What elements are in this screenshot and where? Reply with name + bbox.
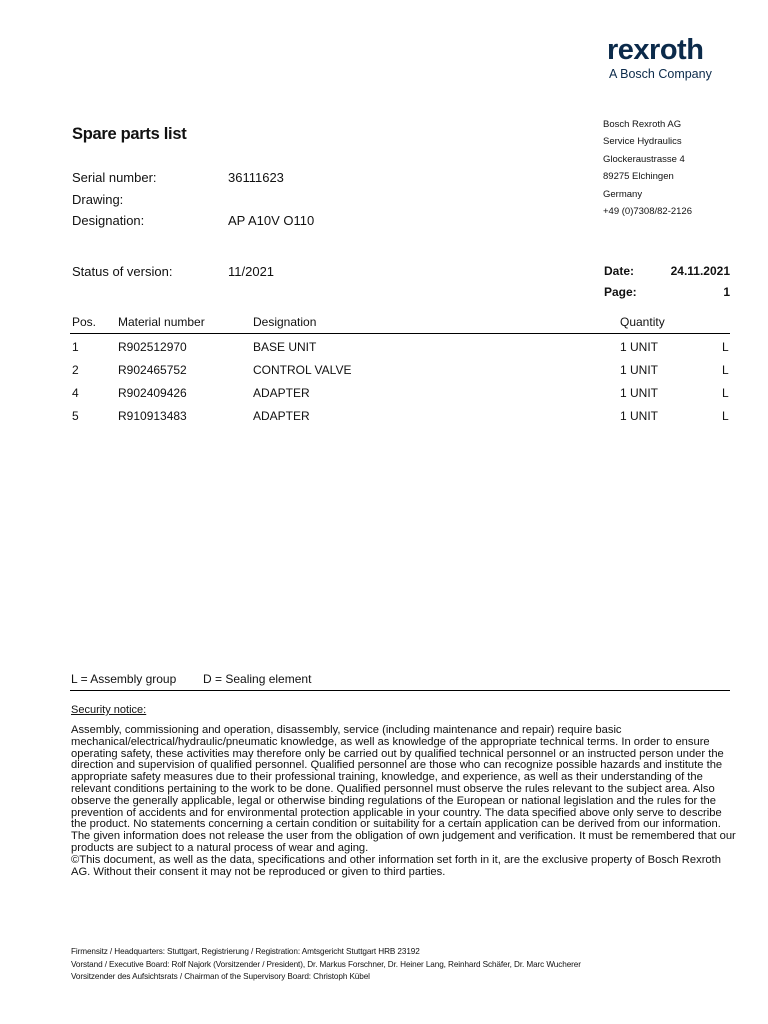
security-notice-title: Security notice: xyxy=(71,704,147,716)
designation-label: Designation: xyxy=(72,213,145,228)
footer-line: Vorstand / Executive Board: Rolf Najork (Vorsitzender / President), Dr. Markus Forschner, Dr. Heiner Lang, Reinhard Schäfer, Dr. Marc Wucherer xyxy=(71,959,581,969)
copyright-notice: ©This document, as well as the data, specifications and other information set forth in it, are the exclusive property of Bosch Rexroth AG. Without their consent it may not be reproduced or given to third parties. xyxy=(71,853,721,878)
cell-quantity: 1 UNIT xyxy=(620,340,659,354)
cell-assembly-flag: L xyxy=(722,386,729,400)
cell-material-number: R902512970 xyxy=(118,340,187,354)
status-of-version-label: Status of version: xyxy=(72,264,173,279)
security-notice-body: Assembly, commissioning and operation, disassembly, service (including maintenance and repair) require basic mechanical/electrical/hydraulic/pneumatic knowledge, as well as knowledge of the appropriate technical terms. In order to ensure operating safety, these activities may therefore only be carried out by qualified technical personnel or an instructed person under the direction and supervision of qualified personnel. Qualified personnel are those who can recognize possible hazards and institute the appropriate safety measures due to their professional training, knowledge, and experience, as well as their understanding of the relevant conditions pertaining to the work to be done. Qualified personnel must observe the rules relevant to the subject area. Also observe the generally applicable, legal or otherwise binding regulations of the European or national legislation and the rules for the prevention of accidents and for environmental protection applicable in your country. The data specified above only serve to describe the product. No statements concerning a certain condition or suitability for a certain application can be derived from our information. The given information does not release the user from the obligation of own judgement and verification. It must be remembered that our products are subject to a natural process of wear and aging. xyxy=(71,724,736,854)
address-line: Glockeraustrasse 4 xyxy=(603,153,685,165)
logo-tagline: A Bosch Company xyxy=(609,67,712,81)
page-label: Page: xyxy=(604,285,637,299)
header-material-number: Material number xyxy=(118,315,205,329)
company-address xyxy=(603,116,692,220)
legend-divider xyxy=(70,690,730,691)
cell-pos: 4 xyxy=(72,386,79,400)
cell-designation: ADAPTER xyxy=(253,386,310,400)
cell-pos: 1 xyxy=(72,340,79,354)
address-line: 89275 Elchingen xyxy=(603,171,674,183)
cell-material-number: R910913483 xyxy=(118,409,187,423)
cell-quantity: 1 UNIT xyxy=(620,386,659,400)
cell-material-number: R902409426 xyxy=(118,386,187,400)
page-title: Spare parts list xyxy=(72,125,187,143)
cell-assembly-flag: L xyxy=(722,340,729,354)
header-pos: Pos. xyxy=(72,315,97,329)
table-header-divider xyxy=(70,333,730,334)
date-value: 24.11.2021 xyxy=(670,264,730,278)
cell-assembly-flag: L xyxy=(722,363,729,377)
table-row xyxy=(0,386,768,409)
header-designation: Designation xyxy=(253,315,317,329)
rexroth-logo: rexroth xyxy=(607,34,704,66)
cell-designation: ADAPTER xyxy=(253,409,310,423)
footer-line: Firmensitz / Headquarters: Stuttgart, Registrierung / Registration: Amtsgericht Stuttgart HRB 23192 xyxy=(71,947,420,956)
designation-value: AP A10V O110 xyxy=(228,213,315,228)
address-line: Bosch Rexroth AG xyxy=(603,119,682,130)
company-footer xyxy=(71,946,581,984)
date-label: Date: xyxy=(604,264,635,278)
security-notice xyxy=(71,725,736,878)
footer-line: Vorsitzender des Aufsichtsrats / Chairman of the Supervisory Board: Christoph Kübel xyxy=(71,972,370,981)
drawing-label: Drawing: xyxy=(72,192,124,207)
cell-pos: 5 xyxy=(72,409,79,423)
legend-sealing-element: D = Sealing element xyxy=(203,672,312,686)
table-row xyxy=(0,409,768,432)
cell-pos: 2 xyxy=(72,363,79,377)
header-quantity: Quantity xyxy=(620,315,665,329)
page-number: 1 xyxy=(723,285,730,299)
address-line: Service Hydraulics xyxy=(603,136,682,148)
cell-quantity: 1 UNIT xyxy=(620,363,659,377)
cell-quantity: 1 UNIT xyxy=(620,409,659,423)
cell-material-number: R902465752 xyxy=(118,363,187,377)
serial-number-value: 36111623 xyxy=(228,170,284,185)
cell-designation: CONTROL VALVE xyxy=(253,363,352,377)
cell-assembly-flag: L xyxy=(722,409,729,423)
address-line: Germany xyxy=(603,188,643,200)
table-row xyxy=(0,340,768,363)
legend-assembly-group: L = Assembly group xyxy=(71,672,177,686)
serial-number-label: Serial number: xyxy=(72,170,157,185)
cell-designation: BASE UNIT xyxy=(253,340,317,354)
status-of-version-value: 11/2021 xyxy=(228,264,275,279)
address-line: +49 (0)7308/82-2126 xyxy=(603,206,693,218)
table-row xyxy=(0,363,768,386)
